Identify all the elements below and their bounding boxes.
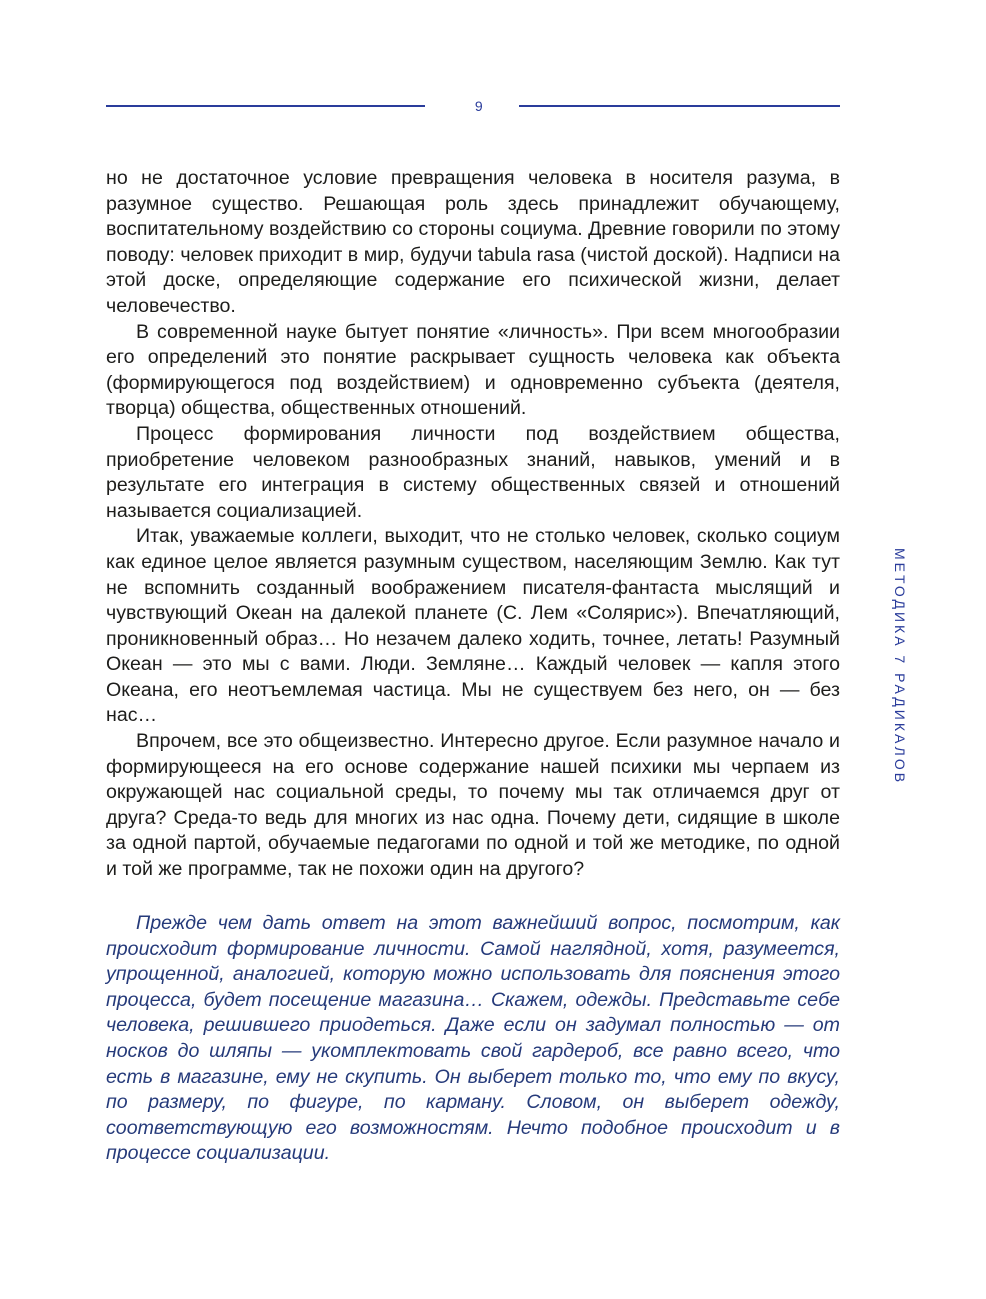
- italic-paragraph: Прежде чем дать ответ на этот важнейший вопрос, посмотрим, как происходит формирование личности. Самой наглядной, хотя, разумеется, упрощенной, аналогией, которую можно использовать для пояснения этого процесса, будет посещение магазина… Скажем, одежды. Представьте себе человека, решившего приодеться. Даже если он задумал полностью — от носков до шляпы — укомплектовать свой гардероб, все равно всего, что есть в магазине, ему не скупить. Он выберет только то, что ему по вкусу, по размеру, по фигуре, по карману. Словом, он выберет одежду, соответствующую его возможностям. Нечто подобное происходит и в процессе социализации.: [106, 912, 840, 1165]
- header-rule-right: [519, 105, 840, 107]
- paragraph: Процесс формирования личности под воздействием общества, приобретение человеком разнообразных знаний, навыков, умений и в результате его интеграция в систему общественных связей и отношений называется социализацией.: [106, 422, 840, 522]
- paragraph: В современной науке бытует понятие «личность». При всем многообразии его определений это понятие раскрывает сущность человека как объекта (формирующегося под воздействием) и одновременно субъекта (деятеля, творца) общества, общественных отношений.: [106, 320, 840, 420]
- paragraph: но не достаточное условие превращения человека в носителя разума, в разумное существо. Решающая роль здесь принадлежит обучающему, воспитательному воздействию со стороны социума. Древние говорили по этому поводу: человек приходит в мир, будучи tabula rasa (чистой доской). Надписи на этой доске, определяющие содержание его психической жизни, делает человечество.: [106, 167, 840, 317]
- running-title: МЕТОДИКА 7 РАДИКАЛОВ: [892, 548, 908, 786]
- body-text: [106, 166, 840, 883]
- page-number: 9: [474, 98, 484, 114]
- paragraph: Итак, уважаемые коллеги, выходит, что не столько человек, сколько социум как единое целое является разумным существом, населяющим Землю. Как тут не вспомнить созданный воображением писателя-фантаста мыслящий и чувствующий Океан на далекой планете (С. Лем «Солярис»). Впечатляющий, проникновенный образ… Но незачем далеко ходить, точнее, летать! Разумный Океан — это мы с вами. Люди. Земляне… Каждый человек — капля этого Океана, его неотъемлемая частица. Мы не существуем без него, он — без нас…: [106, 525, 840, 727]
- header-rule-left: [106, 105, 425, 107]
- italic-block: [106, 911, 840, 1167]
- paragraph: Впрочем, все это общеизвестно. Интересно другое. Если разумное начало и формирующееся на его основе содержание нашей психики мы черпаем из окружающей нас социальной среды, то почему мы так отличаемся друг от друга? Среда-то ведь для многих из нас одна. Почему дети, сидящие в школе за одной партой, обучаемые педагогами по одной и той же методике, по одной и той же программе, так не похожи один на другого?: [106, 730, 840, 881]
